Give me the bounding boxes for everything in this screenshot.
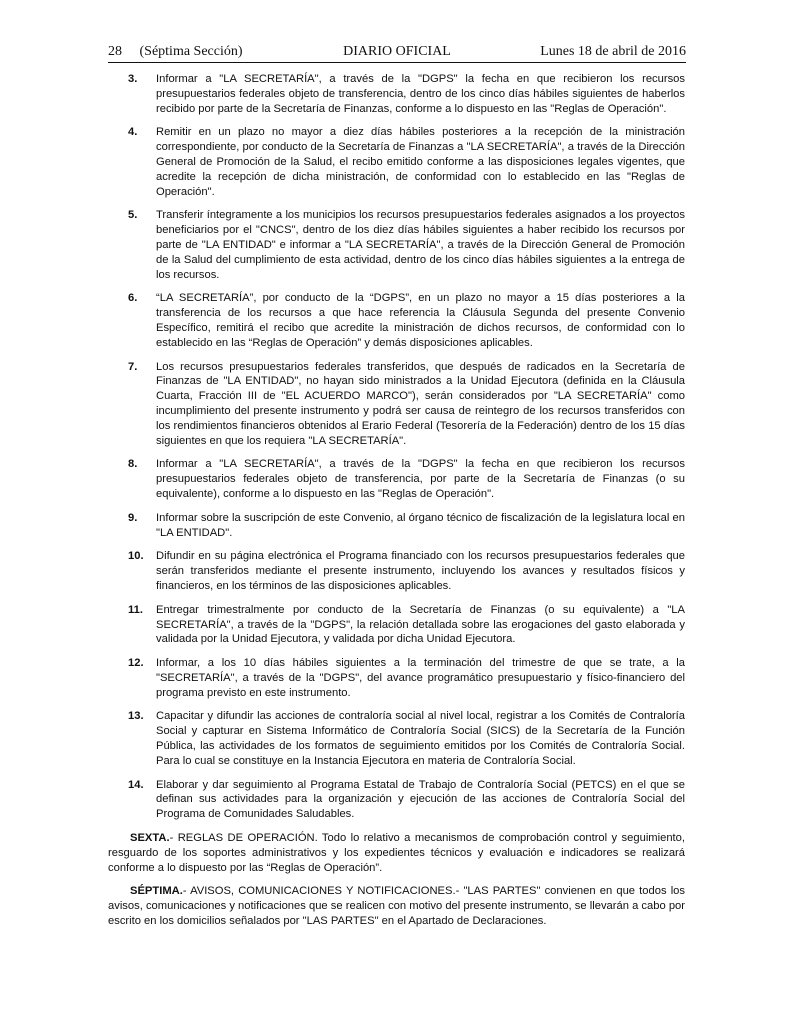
page-header: [108, 42, 686, 63]
list-item: [108, 549, 685, 593]
item-text: “LA SECRETARÍA”, por conducto de la “DGPS”, en un plazo no mayor a 15 días posteriores a la transferencia de los recursos a que hace referencia la Cláusula Segunda del presente Convenio Específico, remitirá el recibo que acredite la ministración de dichos recursos, de conformidad con lo establecido en las “Reglas de Operación” y demás disposiciones aplicables.: [156, 292, 685, 349]
item-text: Transferir íntegramente a los municipios los recursos presupuestarios federales asignados a los proyectos beneficiarios por el "CNCS", dentro de los diez días hábiles siguientes a haber recibido los recursos por parte de "LA ENTIDAD" e informar a "LA SECRETARÍA", a través de la Dirección General de Promoción de la Salud del cumplimiento de esta actividad, dentro de los cinco días hábiles siguientes a la entrega de los recursos.: [156, 209, 685, 281]
list-item: [108, 72, 685, 116]
item-number: 9.: [128, 511, 138, 524]
item-text: Difundir en su página electrónica el Programa financiado con los recursos presupuestarios federales que serán transferidos mediante el presente instrumento, incluyendo los avances y resultados físicos y financieros, en los términos de las disposiciones aplicables.: [156, 550, 685, 592]
clause-text: - AVISOS, COMUNICACIONES Y NOTIFICACIONES.- "LAS PARTES" convienen en que todos los avisos, comunicaciones y notificaciones que se realicen con motivo del presente instrumento, se llevarán a cabo por escrito en los domicilios señalados por "LAS PARTES" en el Apartado de Declaraciones.: [108, 885, 685, 928]
list-item: [108, 656, 685, 700]
item-number: 7.: [128, 360, 138, 373]
header-date: Lunes 18 de abril de 2016: [540, 44, 686, 59]
item-text: Informar a "LA SECRETARÍA", a través de la "DGPS" la fecha en que recibieron los recursos presupuestarios federales objeto de transferencia, por parte de la Secretaría de Finanzas (o su equivalente), conforme a lo dispuesto en las "Reglas de Operación".: [156, 458, 685, 500]
list-item: [108, 511, 685, 541]
item-number: 3.: [128, 73, 138, 85]
list-item: [108, 291, 685, 350]
item-text: Remitir en un plazo no mayor a diez días hábiles posteriores a la recepción de la ministración correspondiente, por conducto de la Secretaría de Finanzas a "LA SECRETARÍA", a través de la Dirección General de Promoción de la Salud, el recibo emitido conforme a las disposiciones legales vigentes, que acredite la recepción de dicha ministración, de conformidad con lo establecido en las "Reglas de Operación".: [156, 126, 685, 198]
list-item: [108, 603, 685, 647]
item-text: Informar a "LA SECRETARÍA", a través de la "DGPS" la fecha en que recibieron los recursos presupuestarios federales objeto de transferencia, dentro de los cinco días hábiles siguientes de haberlos recibido por parte de la Secretaría de Finanzas, conforme a lo dispuesto en las "Reglas de Operación".: [156, 73, 685, 115]
item-number: 6.: [128, 292, 138, 305]
item-number: 14.: [128, 778, 144, 791]
item-text: Los recursos presupuestarios federales transferidos, que después de radicados en la Secretaría de Finanzas de "LA ENTIDAD", no hayan sido ministrados a la Unidad Ejecutora (definida en la Cláusula Cuarta, Fracción III de "EL ACUERDO MARCO"), serán considerados por "LA SECRETARÍA" como incumplimiento del presente instrumento y podrá ser causa de reintegro de los recursos transferidos con los rendimientos financieros obtenidos al Erario Federal (Tesorería de la Federación) dentro de los 15 días siguientes en que los requiera "LA SECRETARÍA".: [156, 360, 685, 447]
document-body: [108, 72, 685, 938]
list-item: [108, 125, 685, 199]
item-text: Informar, a los 10 días hábiles siguientes a la terminación del trimestre de que se trate, a la "SECRETARÍA", a través de la "DGPS", del avance programático presupuestario y físico-financiero del programa previsto en este instrumento.: [156, 657, 685, 699]
list-item: [108, 709, 685, 768]
item-text: Informar sobre la suscripción de este Convenio, al órgano técnico de fiscalización de la legislatura local en "LA ENTIDAD".: [156, 511, 685, 539]
list-item: [108, 457, 685, 501]
item-text: Entregar trimestralmente por conducto de la Secretaría de Finanzas (o su equivalente) a "LA SECRETARÍA", a través de la "DGPS", la relación detallada sobre las erogaciones del gasto elaborada y validada por la Unidad Ejecutora, y validada por dicha Unidad Ejecutora.: [156, 603, 685, 646]
item-number: 10.: [128, 550, 144, 563]
clause-sexta: [108, 831, 685, 875]
list-item: [108, 360, 685, 449]
item-number: 12.: [128, 657, 144, 670]
clause-title: SEXTA.: [130, 832, 170, 845]
header-publication-title: DIARIO OFICIAL: [343, 44, 451, 59]
list-item: [108, 778, 685, 822]
item-number: 5.: [128, 209, 138, 222]
item-number: 4.: [128, 126, 138, 139]
item-number: 13.: [128, 710, 144, 723]
list-item: [108, 208, 685, 282]
clause-title: SÉPTIMA.: [130, 885, 183, 898]
item-number: 8.: [128, 458, 138, 471]
clause-septima: [108, 884, 685, 928]
item-text: Capacitar y difundir las acciones de contraloría social al nivel local, registrar a los Comités de Contraloría Social y capturar en Sistema Informático de Contraloría Social (SICS) de la Secretaría de la Función Pública, las actividades de los formatos de seguimiento emitidos por los Comités de Contraloría Social. Para lo cual se constituye en la Instancia Ejecutora en materia de Contraloría Social.: [156, 710, 685, 767]
item-text: Elaborar y dar seguimiento al Programa Estatal de Trabajo de Contraloría Social (PETCS) en el que se definan sus actividades para la organización y ejecución de las acciones de Contraloría Social del Programa de Comunidades Saludables.: [156, 778, 685, 821]
item-number: 11.: [128, 603, 143, 616]
header-page-section: 28 (Séptima Sección): [108, 44, 243, 59]
clause-text: - REGLAS DE OPERACIÓN. Todo lo relativo a mecanismos de comprobación control y seguimiento, resguardo de los soportes administrativos y los expedientes técnicos y evaluación e indicadores se realizará conforme a lo dispuesto por las “Reglas de Operación”.: [108, 832, 685, 874]
